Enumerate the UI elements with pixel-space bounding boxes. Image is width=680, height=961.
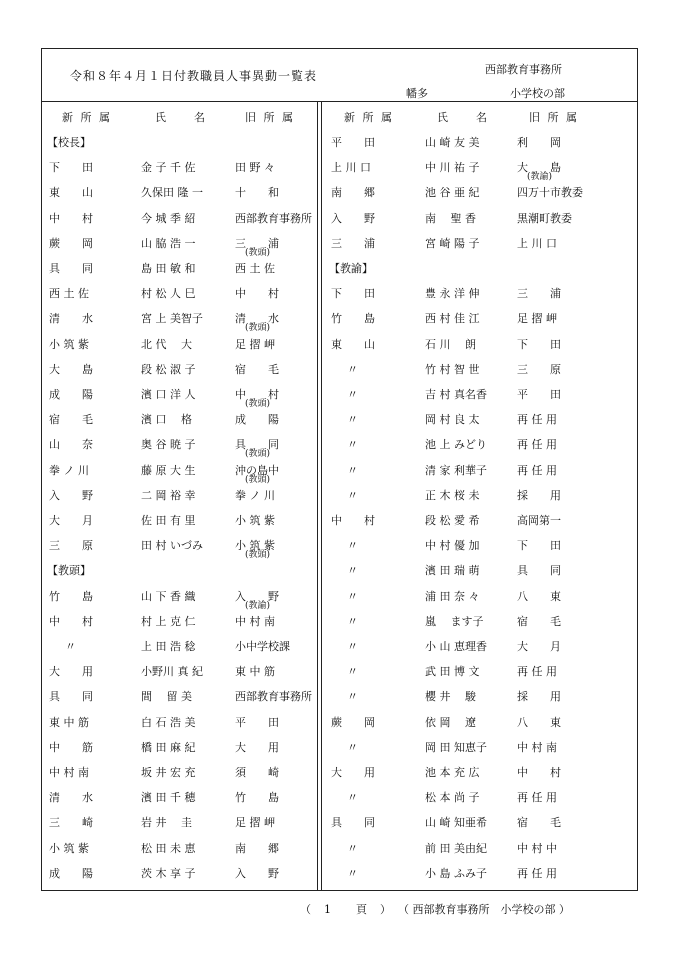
left-header-new: 新 所 属: [62, 111, 112, 124]
table-row: [43, 287, 313, 301]
new-school: 拳 ノ 川: [49, 463, 89, 477]
new-school: 東 山: [331, 337, 375, 351]
table-row: [325, 136, 595, 150]
new-school: 〃: [347, 388, 358, 401]
table-row: [43, 212, 313, 226]
table-row: [325, 388, 595, 402]
new-school: 中 村: [331, 514, 375, 527]
old-school: 具 同: [517, 564, 561, 578]
table-row: [325, 237, 595, 251]
new-school: 〃: [347, 589, 358, 603]
staff-name: 小 山 恵理香: [425, 640, 487, 653]
staff-name: 段 松 淑 子: [141, 362, 196, 376]
new-school: 三 崎: [49, 816, 93, 830]
new-school: 大 月: [49, 514, 93, 527]
table-row: [325, 615, 595, 629]
old-school: 小中学校課: [235, 640, 290, 653]
old-school: 中 村: [235, 388, 279, 401]
staff-name: 坂 井 宏 充: [141, 766, 196, 779]
old-school: 再 任 用: [517, 791, 557, 805]
old-school: 東 中 筋: [235, 665, 275, 679]
table-row: [325, 186, 595, 200]
table-row: [325, 338, 595, 352]
old-school: 上 川 口: [517, 236, 557, 250]
staff-name: 正 木 桜 未: [425, 488, 480, 502]
page-number: （ 1 頁 ）: [300, 903, 392, 916]
new-school: 西 土 佐: [49, 287, 89, 301]
right-header-name: 氏 名: [437, 111, 489, 124]
staff-name: 北 代 大: [141, 337, 192, 351]
table-row: [325, 791, 595, 805]
new-school: 〃: [347, 690, 358, 704]
staff-name: 清 家 利華子: [425, 463, 487, 477]
new-school: 具 同: [331, 816, 375, 830]
staff-name: 竹 村 智 世: [425, 362, 480, 376]
staff-name: 宮 崎 陽 子: [425, 236, 480, 250]
staff-name: 村 上 克 仁: [141, 614, 196, 628]
table-row: [43, 690, 313, 704]
table-row: [43, 589, 313, 611]
old-school: 大 用: [235, 740, 279, 754]
staff-name: 山 下 香 織: [141, 589, 196, 603]
new-school: 〃: [347, 488, 358, 502]
staff-name: 岩 井 圭: [141, 816, 192, 830]
staff-name: 茨 木 享 子: [141, 866, 196, 880]
staff-name: 山 崎 知亜希: [425, 816, 487, 830]
table-row: [43, 766, 313, 780]
position-note: (教諭): [245, 600, 271, 611]
staff-name: 豊 永 洋 伸: [425, 287, 480, 301]
old-school: 三 浦: [517, 287, 561, 301]
staff-name: 濱 田 千 穂: [141, 791, 196, 805]
office-name: 西部教育事務所: [485, 63, 562, 76]
staff-name: 南 聖 香: [425, 211, 476, 225]
staff-name: 岡 村 良 太: [425, 413, 480, 427]
staff-name: 小 島 ふみ子: [425, 866, 487, 880]
new-school: 東 中 筋: [49, 715, 89, 729]
table-row: [43, 816, 313, 830]
staff-name: 田 村 いづみ: [141, 539, 203, 553]
staff-name: 藤 原 大 生: [141, 463, 196, 477]
staff-name: 松 田 未 恵: [141, 841, 196, 855]
new-school: 蕨 岡: [49, 236, 93, 250]
new-school: 大 用: [49, 665, 93, 679]
staff-name: 武 田 博 文: [425, 665, 480, 679]
table-row: [325, 690, 595, 704]
table-row: [43, 438, 313, 460]
table-row: [43, 539, 313, 561]
staff-name: 今 城 季 紹: [141, 211, 196, 225]
section-heading-row: [325, 262, 595, 276]
table-row: [325, 867, 595, 881]
new-school: 成 陽: [49, 866, 93, 880]
old-school: 採 用: [517, 488, 561, 502]
column-divider-inner: [321, 101, 322, 891]
staff-name: 石 川 朗: [425, 337, 476, 351]
table-row: [43, 741, 313, 755]
new-school: 宿 毛: [49, 413, 93, 427]
staff-name: 間 留 美: [141, 690, 192, 704]
header-divider: [41, 101, 638, 102]
staff-name: 白 石 浩 美: [141, 715, 196, 729]
table-row: [43, 413, 313, 427]
table-row: [43, 186, 313, 200]
new-school: 三 原: [49, 539, 93, 553]
old-school: 成 陽: [235, 413, 279, 427]
staff-name: 中 川 祐 子: [425, 161, 480, 175]
old-school: 中 村 南: [517, 740, 557, 754]
new-school: 入 野: [49, 488, 93, 502]
staff-name: 吉 村 真名香: [425, 388, 487, 401]
staff-name: 島 田 敏 和: [141, 262, 196, 275]
new-school: 三 浦: [331, 236, 375, 250]
position-note: (教頭): [245, 550, 271, 561]
new-school: 中 筋: [49, 740, 93, 754]
old-school: 入 野: [235, 589, 279, 603]
table-row: [325, 640, 595, 654]
old-school: 宿 毛: [235, 362, 279, 376]
old-school: 西部教育事務所: [235, 211, 312, 225]
old-school: 西 土 佐: [235, 262, 275, 275]
staff-name: 小野川 真 紀: [141, 665, 203, 679]
table-row: [43, 236, 313, 258]
staff-name: 櫻 井 駿: [425, 690, 476, 704]
table-row: [325, 287, 595, 301]
table-row: [325, 766, 595, 780]
table-row: [325, 816, 595, 830]
staff-name: 松 本 尚 子: [425, 791, 480, 805]
old-school: 入 野: [235, 866, 279, 880]
new-school: 〃: [347, 740, 358, 754]
column-divider: [317, 101, 318, 891]
old-school: 平 田: [517, 388, 561, 401]
old-school: 足 摺 岬: [517, 312, 557, 326]
section-heading-row: [43, 564, 313, 578]
region-name: 幡多: [406, 87, 428, 100]
table-row: [325, 514, 595, 528]
old-school: 中 村 中: [517, 841, 557, 855]
new-school: 〃: [347, 841, 358, 855]
new-school: 〃: [347, 362, 358, 376]
new-school: 具 同: [49, 690, 93, 704]
old-school: 南 郷: [235, 841, 279, 855]
table-row: [43, 489, 313, 503]
staff-name: 前 田 美由紀: [425, 841, 487, 855]
new-school: 平 田: [331, 136, 375, 149]
section-heading: 【校長】: [47, 136, 91, 149]
staff-name: 依 岡 遼: [425, 715, 476, 729]
table-row: [325, 842, 595, 856]
staff-name: 池 本 充 広: [425, 766, 480, 779]
table-row: [325, 489, 595, 503]
old-school: 再 任 用: [517, 463, 557, 477]
old-school: 八 東: [517, 715, 561, 729]
old-school: 足 摺 岬: [235, 337, 275, 351]
new-school: 〃: [347, 866, 358, 880]
new-school: 〃: [347, 463, 358, 477]
staff-name: 金 子 千 佐: [141, 161, 196, 175]
new-school: 竹 島: [331, 312, 375, 326]
old-school: 再 任 用: [517, 413, 557, 427]
new-school: 東 山: [49, 186, 93, 200]
old-school: 足 摺 岬: [235, 816, 275, 830]
table-row: [43, 363, 313, 377]
staff-name: 中 村 優 加: [425, 539, 480, 553]
staff-name: 段 松 愛 希: [425, 514, 480, 527]
old-school: 平 田: [235, 715, 279, 729]
table-row: [325, 741, 595, 755]
new-school: 蕨 岡: [331, 715, 375, 729]
position-note: (教諭): [527, 172, 553, 183]
new-school: 上 川 口: [331, 161, 371, 175]
document-title: 令和８年４月１日付教職員人事異動一覧表: [70, 69, 318, 83]
section-heading: 【教諭】: [329, 262, 373, 275]
old-school: 中 村 南: [235, 614, 275, 628]
table-row: [43, 716, 313, 730]
section-heading-row: [43, 136, 313, 150]
old-school: 宿 毛: [517, 816, 561, 830]
old-school: 具 同: [235, 438, 279, 452]
table-row: [43, 615, 313, 629]
old-school: 利 岡: [517, 136, 561, 149]
old-school: 西部教育事務所: [235, 690, 312, 704]
old-school: 小 筑 紫: [235, 514, 275, 527]
new-school: 〃: [347, 791, 358, 805]
position-note: (教頭): [245, 449, 271, 460]
old-school: 拳 ノ 川: [235, 488, 275, 502]
new-school: 清 水: [49, 791, 93, 805]
staff-name: 池 谷 亜 紀: [425, 186, 480, 200]
table-row: [325, 413, 595, 427]
old-school: 再 任 用: [517, 665, 557, 679]
new-school: 竹 島: [49, 589, 93, 603]
staff-name: 佐 田 有 里: [141, 514, 196, 527]
table-row: [325, 665, 595, 679]
table-row: [325, 464, 595, 478]
new-school: 下 田: [49, 161, 93, 175]
staff-name: 村 松 人 巳: [141, 287, 196, 301]
table-row: [43, 514, 313, 528]
new-school: 清 水: [49, 312, 93, 326]
table-row: [325, 312, 595, 326]
staff-name: 浦 田 奈 々: [425, 589, 480, 603]
old-school: 須 崎: [235, 766, 279, 779]
old-school: 宿 毛: [517, 614, 561, 628]
new-school: 〃: [347, 539, 358, 553]
new-school: 小 筑 紫: [49, 841, 89, 855]
old-school: 下 田: [517, 337, 561, 351]
table-row: [325, 539, 595, 553]
old-school: 三 浦: [235, 236, 279, 250]
section-name: 小学校の部: [510, 87, 565, 100]
old-school: 大 月: [517, 640, 561, 653]
table-row: [43, 161, 313, 175]
new-school: 〃: [347, 564, 358, 578]
old-school: 再 任 用: [517, 438, 557, 452]
right-header-old: 旧 所 属: [529, 111, 579, 124]
new-school: 〃: [347, 614, 358, 628]
table-row: [43, 388, 313, 409]
old-school: 採 用: [517, 690, 561, 704]
table-row: [325, 716, 595, 730]
table-row: [325, 438, 595, 452]
section-heading: 【教頭】: [47, 564, 91, 578]
left-header-name: 氏 名: [155, 111, 207, 124]
position-note: (教頭): [245, 323, 271, 334]
staff-name: 濱 口 洋 人: [141, 388, 196, 401]
table-row: [325, 564, 595, 578]
position-note: (教頭): [245, 399, 271, 409]
new-school: 大 島: [49, 362, 93, 376]
old-school: 大 島: [517, 161, 561, 175]
new-school: 下 田: [331, 287, 375, 301]
new-school: 入 野: [331, 211, 375, 225]
new-school: 〃: [347, 665, 358, 679]
old-school: 清 水: [235, 312, 279, 326]
table-row: [43, 665, 313, 679]
new-school: 中 村 南: [49, 766, 89, 779]
new-school: 小 筑 紫: [49, 337, 89, 351]
table-row: [325, 363, 595, 377]
new-school: 大 用: [331, 766, 375, 779]
old-school: 高岡第一: [517, 514, 561, 527]
old-school: 沖の島中: [235, 463, 279, 477]
staff-name: 橋 田 麻 紀: [141, 740, 196, 754]
old-school: 再 任 用: [517, 866, 557, 880]
staff-name: 西 村 佳 江: [425, 312, 480, 326]
old-school: 三 原: [517, 362, 561, 376]
table-row: [43, 791, 313, 805]
old-school: 田 野 々: [235, 161, 275, 175]
new-school: 中 村: [49, 614, 93, 628]
new-school: 具 同: [49, 262, 93, 275]
staff-name: 奥 谷 暁 子: [141, 438, 196, 452]
old-school: 竹 島: [235, 791, 279, 805]
old-school: 中 村: [235, 287, 279, 301]
staff-name: 岡 田 知恵子: [425, 740, 487, 754]
staff-name: 山 脇 浩 一: [141, 236, 196, 250]
table-row: [43, 640, 313, 654]
new-school: 〃: [65, 640, 76, 653]
table-row: [43, 312, 313, 334]
staff-name: 濱 田 瑞 萌: [425, 564, 480, 578]
new-school: 南 郷: [331, 186, 375, 200]
staff-name: 二 岡 裕 幸: [141, 488, 196, 502]
new-school: 〃: [347, 413, 358, 427]
old-school: 四万十市教委: [517, 186, 583, 200]
position-note: (教頭): [245, 474, 271, 485]
table-row: [43, 842, 313, 856]
table-row: [325, 590, 595, 604]
table-row: [325, 212, 595, 226]
old-school: 八 東: [517, 589, 561, 603]
table-row: [325, 161, 595, 183]
table-row: [43, 867, 313, 881]
staff-name: 上 田 浩 稔: [141, 640, 196, 653]
old-school: 小 筑 紫: [235, 539, 275, 553]
new-school: 中 村: [49, 211, 93, 225]
table-row: [43, 262, 313, 276]
table-row: [43, 463, 313, 485]
old-school: 十 和: [235, 186, 279, 200]
new-school: 〃: [347, 640, 358, 653]
staff-name: 池 上 みどり: [425, 438, 487, 452]
new-school: 〃: [347, 438, 358, 452]
left-header-old: 旧 所 属: [245, 111, 295, 124]
footer-office-section: （ 西部教育事務所 小学校の部 ）: [398, 903, 570, 916]
old-school: 中 村: [517, 766, 561, 779]
staff-name: 久保田 隆 一: [141, 186, 203, 200]
position-note: (教頭): [245, 247, 271, 258]
staff-name: 宮 上 美智子: [141, 312, 203, 326]
right-header-new: 新 所 属: [344, 111, 394, 124]
new-school: 成 陽: [49, 388, 93, 401]
staff-name: 濱 口 格: [141, 413, 192, 427]
new-school: 山 奈: [49, 438, 93, 452]
staff-name: 嵐 ます子: [425, 614, 484, 628]
old-school: 下 田: [517, 539, 561, 553]
old-school: 黒潮町教委: [517, 211, 572, 225]
table-row: [43, 338, 313, 352]
staff-name: 山 崎 友 美: [425, 136, 480, 149]
